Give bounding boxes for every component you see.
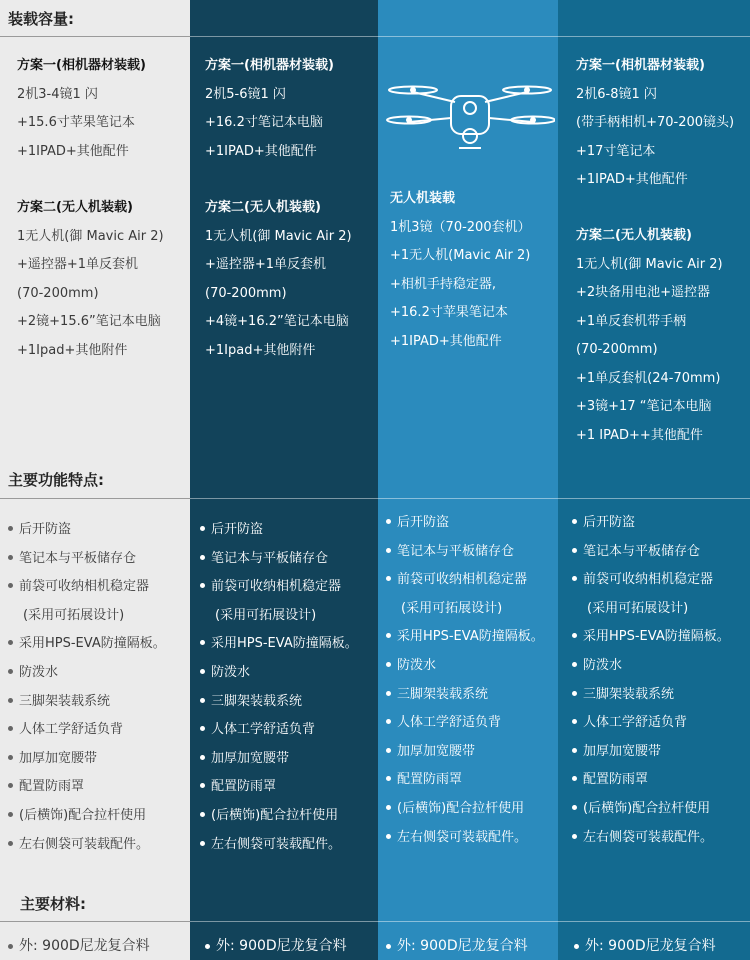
- bullet-dot-icon: [572, 776, 577, 781]
- feature-item: 人体工学舒适负背: [386, 709, 544, 738]
- feature-item: 配置防雨罩: [200, 773, 358, 802]
- feature-item: (后横饰)配合拉杆使用: [200, 802, 358, 831]
- drone-icon: [385, 78, 555, 178]
- plan-line: +1IPAD+其他配件: [205, 143, 317, 159]
- plan-line: +2镜+15.6”笔记本电脑: [17, 314, 161, 329]
- bullet-dot-icon: [200, 583, 205, 588]
- divider: [0, 921, 190, 922]
- feature-item: 后开防盗: [200, 516, 358, 545]
- bullet-dot-icon: [8, 726, 13, 731]
- feature-list: [386, 509, 544, 852]
- feature-list: [572, 509, 730, 852]
- bullet-dot-icon: [386, 748, 391, 753]
- feature-item: (采用可拓展设计): [401, 600, 503, 616]
- feature-item: (采用可拓展设计): [23, 607, 125, 623]
- divider: [0, 498, 190, 499]
- bullet-dot-icon: [386, 776, 391, 781]
- bullet-dot-icon: [200, 841, 205, 846]
- feature-item: (后横饰)配合拉杆使用: [572, 795, 730, 824]
- plan-line: +16.2寸苹果笔记本: [390, 305, 508, 320]
- bullet-dot-icon: [386, 805, 391, 810]
- bullet-dot-icon: [572, 662, 577, 667]
- capacity-heading: 装载容量:: [8, 10, 74, 28]
- feature-item: 笔记本与平板储存仓: [8, 545, 166, 574]
- bullet-dot-icon: [8, 555, 13, 560]
- bullet-dot-icon: [574, 944, 579, 949]
- feature-item: 加厚加宽腰带: [572, 738, 730, 767]
- feature-item: 加厚加宽腰带: [200, 745, 358, 774]
- feature-item: 防泼水: [200, 659, 358, 688]
- feature-item: 前袋可收纳相机稳定器: [572, 566, 730, 595]
- plan-line: +1IPAD+其他配件: [390, 333, 502, 349]
- materials-heading: 主要材料:: [20, 895, 86, 913]
- plan-line: +1单反套机(24-70mm): [576, 370, 721, 386]
- plan-line: +15.6寸苹果笔记本: [17, 115, 135, 130]
- feature-item: 三脚架装载系统: [8, 688, 166, 717]
- plan-title: 方案二(无人机装载): [576, 228, 692, 243]
- bullet-dot-icon: [572, 576, 577, 581]
- bullet-dot-icon: [386, 691, 391, 696]
- plan-line: +1 IPAD++其他配件: [576, 427, 703, 443]
- bullet-dot-icon: [205, 944, 210, 949]
- feature-list: [8, 516, 166, 859]
- bullet-dot-icon: [8, 583, 13, 588]
- feature-item: 防泼水: [386, 652, 544, 681]
- bullet-dot-icon: [572, 719, 577, 724]
- plan-line: 1无人机(御 Mavic Air 2): [17, 228, 164, 244]
- feature-item: 防泼水: [572, 652, 730, 681]
- feature-item: 采用HPS-EVA防撞隔板。: [572, 623, 730, 652]
- bullet-dot-icon: [8, 755, 13, 760]
- plan-line: (带手柄相机+70-200镜头): [576, 115, 735, 130]
- plan-line: +遥控器+1单反套机: [17, 257, 139, 272]
- feature-item: 配置防雨罩: [386, 766, 544, 795]
- divider: [0, 36, 190, 37]
- feature-item: 后开防盗: [572, 509, 730, 538]
- plan-block: [390, 185, 531, 356]
- feature-item: 前袋可收纳相机稳定器: [200, 573, 358, 602]
- feature-item: 前袋可收纳相机稳定器: [8, 573, 166, 602]
- bullet-dot-icon: [386, 834, 391, 839]
- bullet-dot-icon: [572, 519, 577, 524]
- bullet-dot-icon: [200, 555, 205, 560]
- bullet-dot-icon: [572, 548, 577, 553]
- plan-block: [205, 52, 334, 166]
- feature-item: 左右侧袋可装载配件。: [386, 824, 544, 853]
- features-heading: 主要功能特点:: [8, 471, 104, 489]
- bullet-dot-icon: [8, 640, 13, 645]
- bullet-dot-icon: [8, 841, 13, 846]
- feature-item: 配置防雨罩: [572, 766, 730, 795]
- bullet-dot-icon: [572, 691, 577, 696]
- feature-item: 配置防雨罩: [8, 773, 166, 802]
- plan-block: [205, 194, 352, 365]
- bullet-dot-icon: [200, 783, 205, 788]
- feature-item: 防泼水: [8, 659, 166, 688]
- feature-item: (采用可拓展设计): [215, 607, 317, 623]
- material-item: 外: 900D尼龙复合料: [574, 935, 716, 955]
- plan-title: 方案一(相机器材装载): [205, 58, 334, 73]
- plan-title: 无人机装载: [390, 191, 456, 206]
- feature-item: 人体工学舒适负背: [8, 716, 166, 745]
- feature-item: 三脚架装载系统: [386, 681, 544, 710]
- bullet-dot-icon: [200, 726, 205, 731]
- plan-block: [17, 194, 164, 365]
- plan-line: +1Ipad+其他附件: [17, 342, 128, 358]
- plan-line: +2块备用电池+遥控器: [576, 285, 711, 300]
- bullet-dot-icon: [200, 755, 205, 760]
- plan-line: +17寸笔记本: [576, 143, 656, 159]
- feature-item: 笔记本与平板储存仓: [200, 545, 358, 574]
- plan-line: 2机5-6镜1 闪: [205, 86, 286, 102]
- feature-item: 后开防盗: [8, 516, 166, 545]
- plan-block: [17, 52, 146, 166]
- divider: [190, 921, 750, 922]
- plan-title: 方案一(相机器材装载): [576, 58, 705, 73]
- bullet-dot-icon: [200, 812, 205, 817]
- plan-line: 2机6-8镜1 闪: [576, 86, 657, 102]
- feature-item: 人体工学舒适负背: [572, 709, 730, 738]
- bullet-dot-icon: [386, 662, 391, 667]
- plan-line: 1无人机(御 Mavic Air 2): [576, 256, 723, 272]
- feature-list: [200, 516, 358, 859]
- feature-item: 笔记本与平板储存仓: [572, 538, 730, 567]
- bullet-dot-icon: [386, 576, 391, 581]
- bullet-dot-icon: [8, 812, 13, 817]
- plan-line: +1Ipad+其他附件: [205, 342, 316, 358]
- plan-line: +4镜+16.2”笔记本电脑: [205, 314, 349, 329]
- material-item: 外: 900D尼龙复合料: [205, 935, 347, 955]
- bullet-dot-icon: [8, 698, 13, 703]
- feature-item: 采用HPS-EVA防撞隔板。: [386, 623, 544, 652]
- feature-item: 采用HPS-EVA防撞隔板。: [8, 630, 166, 659]
- bullet-dot-icon: [386, 633, 391, 638]
- bullet-dot-icon: [200, 526, 205, 531]
- plan-line: +1单反套机带手柄: [576, 313, 687, 329]
- feature-item: 人体工学舒适负背: [200, 716, 358, 745]
- plan-title: 方案二(无人机装载): [205, 200, 321, 215]
- divider: [190, 36, 750, 37]
- plan-line: (70-200mm): [205, 285, 287, 301]
- plan-line: +1IPAD+其他配件: [17, 143, 129, 159]
- feature-item: (采用可拓展设计): [587, 600, 689, 616]
- bullet-dot-icon: [572, 834, 577, 839]
- feature-item: 三脚架装载系统: [200, 688, 358, 717]
- bullet-dot-icon: [572, 805, 577, 810]
- plan-title: 方案二(无人机装载): [17, 200, 133, 215]
- plan-title: 方案一(相机器材装载): [17, 58, 146, 73]
- material-item: 外: 900D尼龙复合料: [8, 935, 150, 955]
- bullet-dot-icon: [8, 944, 13, 949]
- feature-item: 左右侧袋可装载配件。: [8, 831, 166, 860]
- plan-line: 1机3镜（70-200套机）: [390, 219, 531, 235]
- bullet-dot-icon: [572, 633, 577, 638]
- bullet-dot-icon: [8, 783, 13, 788]
- feature-item: 三脚架装载系统: [572, 681, 730, 710]
- feature-item: (后横饰)配合拉杆使用: [8, 802, 166, 831]
- feature-item: 笔记本与平板储存仓: [386, 538, 544, 567]
- bullet-dot-icon: [386, 944, 391, 949]
- feature-item: (后横饰)配合拉杆使用: [386, 795, 544, 824]
- plan-block: [576, 222, 723, 450]
- bullet-dot-icon: [386, 519, 391, 524]
- feature-item: 加厚加宽腰带: [386, 738, 544, 767]
- feature-item: 加厚加宽腰带: [8, 745, 166, 774]
- bullet-dot-icon: [572, 748, 577, 753]
- plan-line: 1无人机(御 Mavic Air 2): [205, 228, 352, 244]
- plan-line: (70-200mm): [17, 285, 99, 301]
- bullet-dot-icon: [200, 698, 205, 703]
- plan-line: +1IPAD+其他配件: [576, 172, 688, 187]
- feature-item: 左右侧袋可装载配件。: [572, 824, 730, 853]
- bullet-dot-icon: [386, 719, 391, 724]
- plan-line: +相机手持稳定器,: [390, 276, 497, 292]
- bullet-dot-icon: [8, 669, 13, 674]
- plan-line: +遥控器+1单反套机: [205, 257, 327, 272]
- plan-line: +3镜+17 “笔记本电脑: [576, 399, 712, 414]
- plan-block: [576, 52, 734, 195]
- bullet-dot-icon: [200, 640, 205, 645]
- feature-item: 前袋可收纳相机稳定器: [386, 566, 544, 595]
- bullet-dot-icon: [386, 548, 391, 553]
- plan-line: +1无人机(Mavic Air 2): [390, 248, 531, 263]
- bullet-dot-icon: [200, 669, 205, 674]
- feature-item: 后开防盗: [386, 509, 544, 538]
- feature-item: 左右侧袋可装载配件。: [200, 831, 358, 860]
- material-item: 外: 900D尼龙复合料: [386, 935, 528, 955]
- plan-line: 2机3-4镜1 闪: [17, 86, 98, 102]
- plan-line: +16.2寸笔记本电脑: [205, 115, 323, 130]
- bullet-dot-icon: [8, 526, 13, 531]
- feature-item: 采用HPS-EVA防撞隔板。: [200, 630, 358, 659]
- plan-line: (70-200mm): [576, 342, 658, 357]
- divider: [190, 498, 750, 499]
